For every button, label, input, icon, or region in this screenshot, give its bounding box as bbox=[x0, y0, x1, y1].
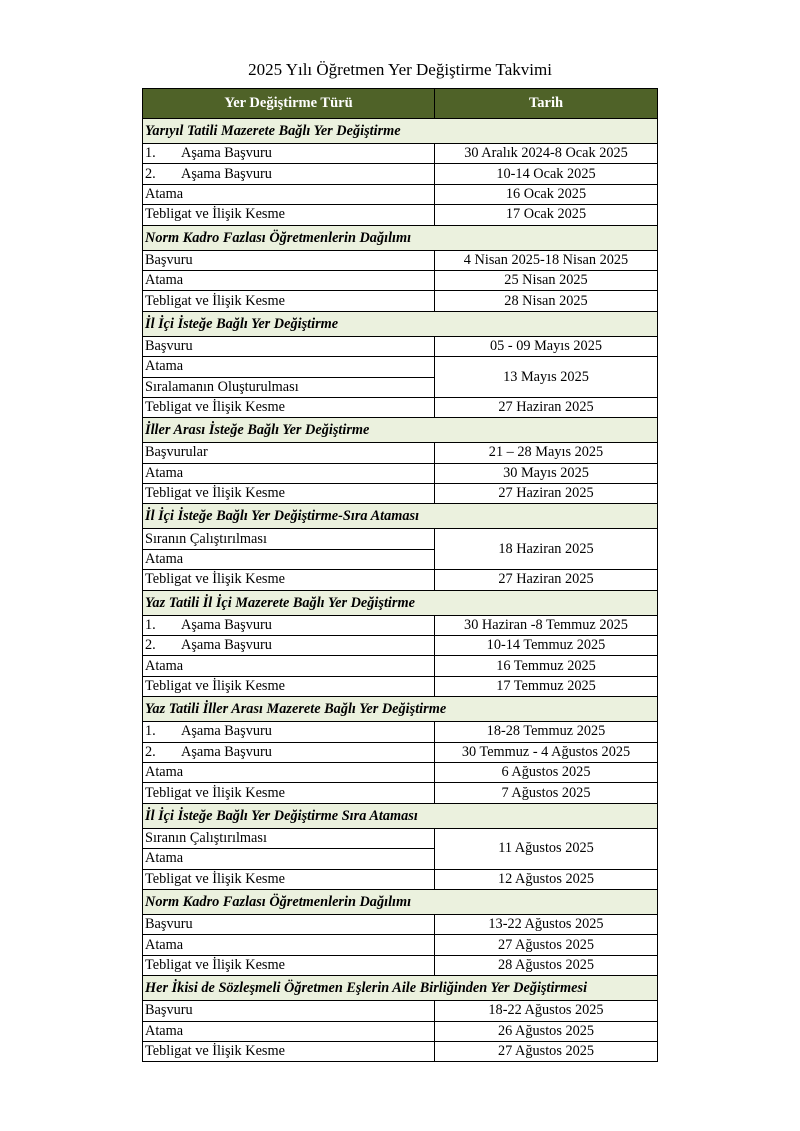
date-cell: 17 Ocak 2025 bbox=[435, 205, 658, 225]
step-number: 2. bbox=[145, 165, 156, 182]
date-cell: 4 Nisan 2025-18 Nisan 2025 bbox=[435, 250, 658, 270]
table-row bbox=[143, 615, 658, 635]
table-row bbox=[143, 742, 658, 762]
section-header-row bbox=[143, 976, 658, 1001]
step-label-cell: Tebligat ve İlişik Kesme bbox=[143, 484, 435, 504]
step-label-cell bbox=[143, 144, 435, 164]
step-label-cell: Atama bbox=[143, 1021, 435, 1041]
document-title: 2025 Yılı Öğretmen Yer Değiştirme Takvimi bbox=[248, 60, 552, 79]
header-type: Yer Değiştirme Türü bbox=[143, 89, 435, 119]
step-label-cell: Tebligat ve İlişik Kesme bbox=[143, 205, 435, 225]
date-cell: 27 Ağustos 2025 bbox=[435, 935, 658, 955]
table-row bbox=[143, 443, 658, 463]
section-header-row bbox=[143, 418, 658, 443]
table-header-row bbox=[143, 89, 658, 119]
section-header-row bbox=[143, 504, 658, 529]
table-row bbox=[143, 935, 658, 955]
step-label-cell bbox=[143, 636, 435, 656]
step-label: Aşama Başvuru bbox=[181, 165, 272, 182]
step-label-cell: Başvuru bbox=[143, 914, 435, 934]
step-label-cell: Başvurular bbox=[143, 443, 435, 463]
date-cell: 18 Haziran 2025 bbox=[435, 529, 658, 570]
step-label-cell: Sıranın Çalıştırılması bbox=[143, 828, 435, 848]
step-label-cell: Atama bbox=[143, 762, 435, 782]
step-label-cell: Tebligat ve İlişik Kesme bbox=[143, 397, 435, 417]
table-row bbox=[143, 1041, 658, 1061]
step-label-cell: Atama bbox=[143, 184, 435, 204]
date-cell: 05 - 09 Mayıs 2025 bbox=[435, 336, 658, 356]
section-header-row bbox=[143, 119, 658, 144]
table-row bbox=[143, 636, 658, 656]
date-cell: 18-28 Temmuz 2025 bbox=[435, 722, 658, 742]
table-row bbox=[143, 656, 658, 676]
section-title: Yaz Tatili İl İçi Mazerete Bağlı Yer Değiştirme bbox=[143, 590, 658, 615]
table-row bbox=[143, 291, 658, 311]
section-title: Her İkisi de Sözleşmeli Öğretmen Eşlerin Aile Birliğinden Yer Değiştirmesi bbox=[143, 976, 658, 1001]
date-cell: 18-22 Ağustos 2025 bbox=[435, 1001, 658, 1021]
step-label-cell: Sıralamanın Oluşturulması bbox=[143, 377, 435, 397]
step-number: 1. bbox=[145, 723, 156, 740]
step-label-cell bbox=[143, 164, 435, 184]
table-row bbox=[143, 205, 658, 225]
step-label: Aşama Başvuru bbox=[181, 637, 272, 654]
table-row bbox=[143, 1001, 658, 1021]
table-row bbox=[143, 463, 658, 483]
section-title: Yarıyıl Tatili Mazerete Bağlı Yer Değiştirme bbox=[143, 119, 658, 144]
date-cell: 12 Ağustos 2025 bbox=[435, 869, 658, 889]
table-row bbox=[143, 1021, 658, 1041]
step-label-cell: Sıranın Çalıştırılması bbox=[143, 529, 435, 549]
section-header-row bbox=[143, 889, 658, 914]
section-title: İl İçi İsteğe Bağlı Yer Değiştirme Sıra Ataması bbox=[143, 803, 658, 828]
date-cell: 27 Haziran 2025 bbox=[435, 397, 658, 417]
step-label-cell: Atama bbox=[143, 549, 435, 569]
table-row bbox=[143, 676, 658, 696]
table-row bbox=[143, 144, 658, 164]
table-row bbox=[143, 397, 658, 417]
date-cell: 30 Aralık 2024-8 Ocak 2025 bbox=[435, 144, 658, 164]
date-cell: 7 Ağustos 2025 bbox=[435, 783, 658, 803]
section-title: İl İçi İsteğe Bağlı Yer Değiştirme bbox=[143, 311, 658, 336]
step-label-cell bbox=[143, 615, 435, 635]
step-label-cell: Atama bbox=[143, 270, 435, 290]
section-title: İller Arası İsteğe Bağlı Yer Değiştirme bbox=[143, 418, 658, 443]
step-label-cell: Atama bbox=[143, 463, 435, 483]
calendar-body bbox=[143, 119, 658, 1062]
step-number: 1. bbox=[145, 616, 156, 633]
table-row bbox=[143, 762, 658, 782]
table-row bbox=[143, 270, 658, 290]
date-cell: 28 Nisan 2025 bbox=[435, 291, 658, 311]
step-label: Aşama Başvuru bbox=[181, 616, 272, 633]
step-label-cell: Tebligat ve İlişik Kesme bbox=[143, 783, 435, 803]
date-cell: 27 Haziran 2025 bbox=[435, 484, 658, 504]
table-row bbox=[143, 783, 658, 803]
step-label-cell: Atama bbox=[143, 357, 435, 377]
table-row bbox=[143, 250, 658, 270]
step-label-cell: Başvuru bbox=[143, 336, 435, 356]
step-number: 2. bbox=[145, 637, 156, 654]
table-row bbox=[143, 869, 658, 889]
step-label-cell: Atama bbox=[143, 849, 435, 869]
step-label-cell: Başvuru bbox=[143, 1001, 435, 1021]
date-cell: 27 Ağustos 2025 bbox=[435, 1041, 658, 1061]
date-cell: 16 Ocak 2025 bbox=[435, 184, 658, 204]
step-label-cell: Atama bbox=[143, 935, 435, 955]
table-row bbox=[143, 164, 658, 184]
section-header-row bbox=[143, 311, 658, 336]
section-header-row bbox=[143, 590, 658, 615]
date-cell: 30 Temmuz - 4 Ağustos 2025 bbox=[435, 742, 658, 762]
date-cell: 13 Mayıs 2025 bbox=[435, 357, 658, 398]
table-row bbox=[143, 914, 658, 934]
table-row bbox=[143, 570, 658, 590]
step-label-cell bbox=[143, 742, 435, 762]
section-header-row bbox=[143, 803, 658, 828]
section-title: Yaz Tatili İller Arası Mazerete Bağlı Yer Değiştirme bbox=[143, 697, 658, 722]
step-label-cell: Başvuru bbox=[143, 250, 435, 270]
date-cell: 30 Mayıs 2025 bbox=[435, 463, 658, 483]
table-row bbox=[143, 828, 658, 848]
step-label-cell: Tebligat ve İlişik Kesme bbox=[143, 955, 435, 975]
section-title: İl İçi İsteğe Bağlı Yer Değiştirme-Sıra Ataması bbox=[143, 504, 658, 529]
section-header-row bbox=[143, 225, 658, 250]
date-cell: 10-14 Temmuz 2025 bbox=[435, 636, 658, 656]
date-cell: 13-22 Ağustos 2025 bbox=[435, 914, 658, 934]
date-cell: 6 Ağustos 2025 bbox=[435, 762, 658, 782]
table-row bbox=[143, 529, 658, 549]
calendar-table bbox=[142, 88, 658, 1062]
table-row bbox=[143, 955, 658, 975]
date-cell: 25 Nisan 2025 bbox=[435, 270, 658, 290]
step-label-cell: Tebligat ve İlişik Kesme bbox=[143, 676, 435, 696]
date-cell: 16 Temmuz 2025 bbox=[435, 656, 658, 676]
section-header-row bbox=[143, 697, 658, 722]
date-cell: 11 Ağustos 2025 bbox=[435, 828, 658, 869]
table-row bbox=[143, 484, 658, 504]
date-cell: 21 – 28 Mayıs 2025 bbox=[435, 443, 658, 463]
section-title: Norm Kadro Fazlası Öğretmenlerin Dağılımı bbox=[143, 889, 658, 914]
table-row bbox=[143, 184, 658, 204]
table-row bbox=[143, 722, 658, 742]
date-cell: 28 Ağustos 2025 bbox=[435, 955, 658, 975]
date-cell: 30 Haziran -8 Temmuz 2025 bbox=[435, 615, 658, 635]
table-row bbox=[143, 336, 658, 356]
step-number: 2. bbox=[145, 743, 156, 760]
step-label-cell: Tebligat ve İlişik Kesme bbox=[143, 570, 435, 590]
step-label: Aşama Başvuru bbox=[181, 145, 272, 162]
header-date: Tarih bbox=[435, 89, 658, 119]
date-cell: 27 Haziran 2025 bbox=[435, 570, 658, 590]
date-cell: 10-14 Ocak 2025 bbox=[435, 164, 658, 184]
step-number: 1. bbox=[145, 145, 156, 162]
date-cell: 26 Ağustos 2025 bbox=[435, 1021, 658, 1041]
section-title: Norm Kadro Fazlası Öğretmenlerin Dağılımı bbox=[143, 225, 658, 250]
step-label-cell: Tebligat ve İlişik Kesme bbox=[143, 1041, 435, 1061]
step-label-cell: Atama bbox=[143, 656, 435, 676]
date-cell: 17 Temmuz 2025 bbox=[435, 676, 658, 696]
step-label-cell: Tebligat ve İlişik Kesme bbox=[143, 291, 435, 311]
step-label: Aşama Başvuru bbox=[181, 743, 272, 760]
step-label-cell bbox=[143, 722, 435, 742]
step-label-cell: Tebligat ve İlişik Kesme bbox=[143, 869, 435, 889]
step-label: Aşama Başvuru bbox=[181, 723, 272, 740]
table-row bbox=[143, 357, 658, 377]
